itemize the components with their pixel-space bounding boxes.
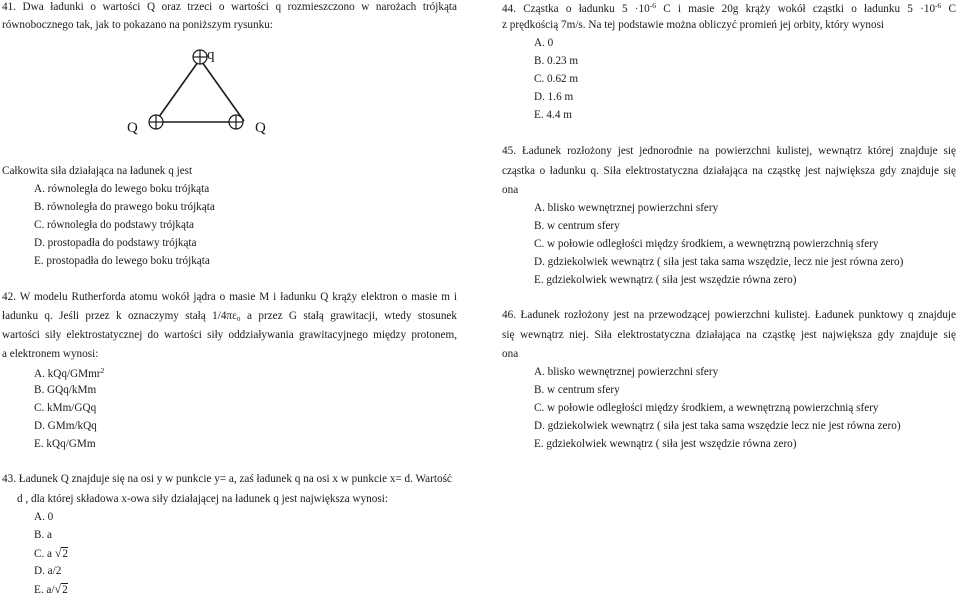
q42-line1: 42. W modelu Rutherforda atomu wokół jądra o masie M i ładunku Q krąży elektron o masie m i: [2, 291, 457, 303]
q45-option-a: A. blisko wewnętrznej powierzchni sfery: [534, 202, 719, 214]
charge-Q-right-icon: [229, 115, 243, 129]
q46-line3: ona: [502, 348, 519, 360]
q46-option-b: B. w centrum sfery: [534, 384, 620, 396]
q41-option-b: B. równoległa do prawego boku trójkąta: [34, 201, 215, 213]
q46-option-a: A. blisko wewnętrznej powierzchni sfery: [534, 366, 719, 378]
q44-option-e: E. 4.4 m: [534, 109, 572, 121]
charge-q-icon: [193, 50, 207, 64]
q46-option-c: C. w połowie odległości między środkiem, a wewnętrzną powierzchnią sfery: [534, 402, 879, 414]
q44-line2: z prędkością 7m/s. Na tej podstawie można obliczyć promień jej orbity, który wynosi: [502, 19, 885, 31]
q42-line3: wartości siły elektrostatycznej do wartości siły oddziaływania grawitacyjnego między protonem,: [2, 329, 457, 341]
q45-line3: ona: [502, 184, 519, 196]
q41-line2: równobocznego tak, jak to pokazano na poniższym rysunku:: [2, 19, 273, 31]
fig-label-Q-left: Q: [127, 120, 138, 136]
q46-line2: się wewnątrz niej. Siła elektrostatyczna działająca na cząstkę jest największa gdy znajduje się: [502, 329, 956, 341]
q44-line1: 44. Cząstka o ładunku $5 \cdot 10^{-6}$ C i masie 20g krąży wokół cząstki o ładunku $5 \cdot 10^{-6}$ C: [502, 1, 956, 15]
q45-line1: 45. Ładunek rozłożony jest jednorodnie na powierzchni kulistej, wewnątrz której znajduje się: [502, 145, 956, 157]
q46-option-d: D. gdziekolwiek wewnątrz ( siła jest taka sama wszędzie lecz nie jest równa zero): [534, 420, 901, 432]
q45-option-e: E. gdziekolwiek wewnątrz ( siła jest wszędzie równa zero): [534, 274, 797, 286]
q45-line2: cząstka o ładunku q. Siła elektrostatyczna działająca na cząstkę jest największa gdy znajduje się: [502, 165, 956, 177]
sqrt-icon: √: [54, 546, 62, 560]
q41-option-e: E. prostopadła do lewego boku trójkąta: [34, 255, 210, 267]
q46-option-e: E. gdziekolwiek wewnątrz ( siła jest wszędzie równa zero): [534, 438, 797, 450]
q42-option-b: B. GQq/kMm: [34, 384, 97, 396]
q45-option-c: C. w połowie odległości między środkiem, a wewnętrzną powierzchnią sfery: [534, 238, 879, 250]
q43-option-a: A. 0: [34, 511, 54, 523]
q42-option-e: E. kQq/GMm: [34, 438, 96, 450]
charge-Q-left-icon: [149, 115, 163, 129]
q43-line2: d , dla której składowa x-owa siły działającej na ładunek q jest największa wynosi:: [17, 493, 388, 505]
q45-option-b: B. w centrum sfery: [534, 220, 620, 232]
q43-line1: 43. Ładunek Q znajduje się na osi y w punkcie y= a, zaś ładunek q na osi x w punkcie x= d. Wartość: [2, 473, 452, 485]
q44-option-d: D. 1.6 m: [534, 91, 574, 103]
q43-option-c: C. a √2: [34, 546, 69, 560]
q42-option-d: D. GMm/kQq: [34, 420, 97, 432]
q43-option-b: B. a: [34, 529, 53, 541]
q42-option-c: C. kMm/GQq: [34, 402, 97, 414]
q41-option-d: D. prostopadła do podstawy trójkąta: [34, 237, 197, 249]
q42-option-a: A. kQq/GMmr$^2$: [34, 366, 105, 380]
q43-option-e: E. a/√2: [34, 582, 68, 596]
q41-option-a: A. równoległa do lewego boku trójkąta: [34, 183, 210, 195]
q44-option-c: C. 0.62 m: [534, 73, 579, 85]
q44-option-b: B. 0.23 m: [534, 55, 579, 67]
q41-line1: 41. Dwa ładunki o wartości Q oraz trzeci o wartości q rozmieszczono w narożach trójkąta: [2, 1, 457, 13]
q46-line1: 46. Ładunek rozłożony jest na przewodzącej powierzchni kulistej. Ładunek punktowy q znajduje: [502, 309, 956, 321]
sqrt-icon: √: [54, 582, 62, 596]
q42-line2: ładunku q. Jeśli przez k oznaczymy stałą 1/4πε₀ a przez G stałą grawitacji, wtedy stosunek: [2, 310, 457, 322]
q42-line4: a elektronem wynosi:: [2, 348, 99, 360]
q41-stem: Całkowita siła działająca na ładunek q jest: [2, 165, 193, 177]
q43-option-d: D. a/2: [34, 565, 62, 577]
q44-option-a: A. 0: [534, 37, 554, 49]
fig-label-q: q: [207, 47, 215, 63]
q41-option-c: C. równoległa do podstawy trójkąta: [34, 219, 195, 231]
q45-option-d: D. gdziekolwiek wewnątrz ( siła jest taka sama wszędzie, lecz nie jest równa zero): [534, 256, 904, 268]
fig-label-Q-right: Q: [255, 120, 266, 136]
